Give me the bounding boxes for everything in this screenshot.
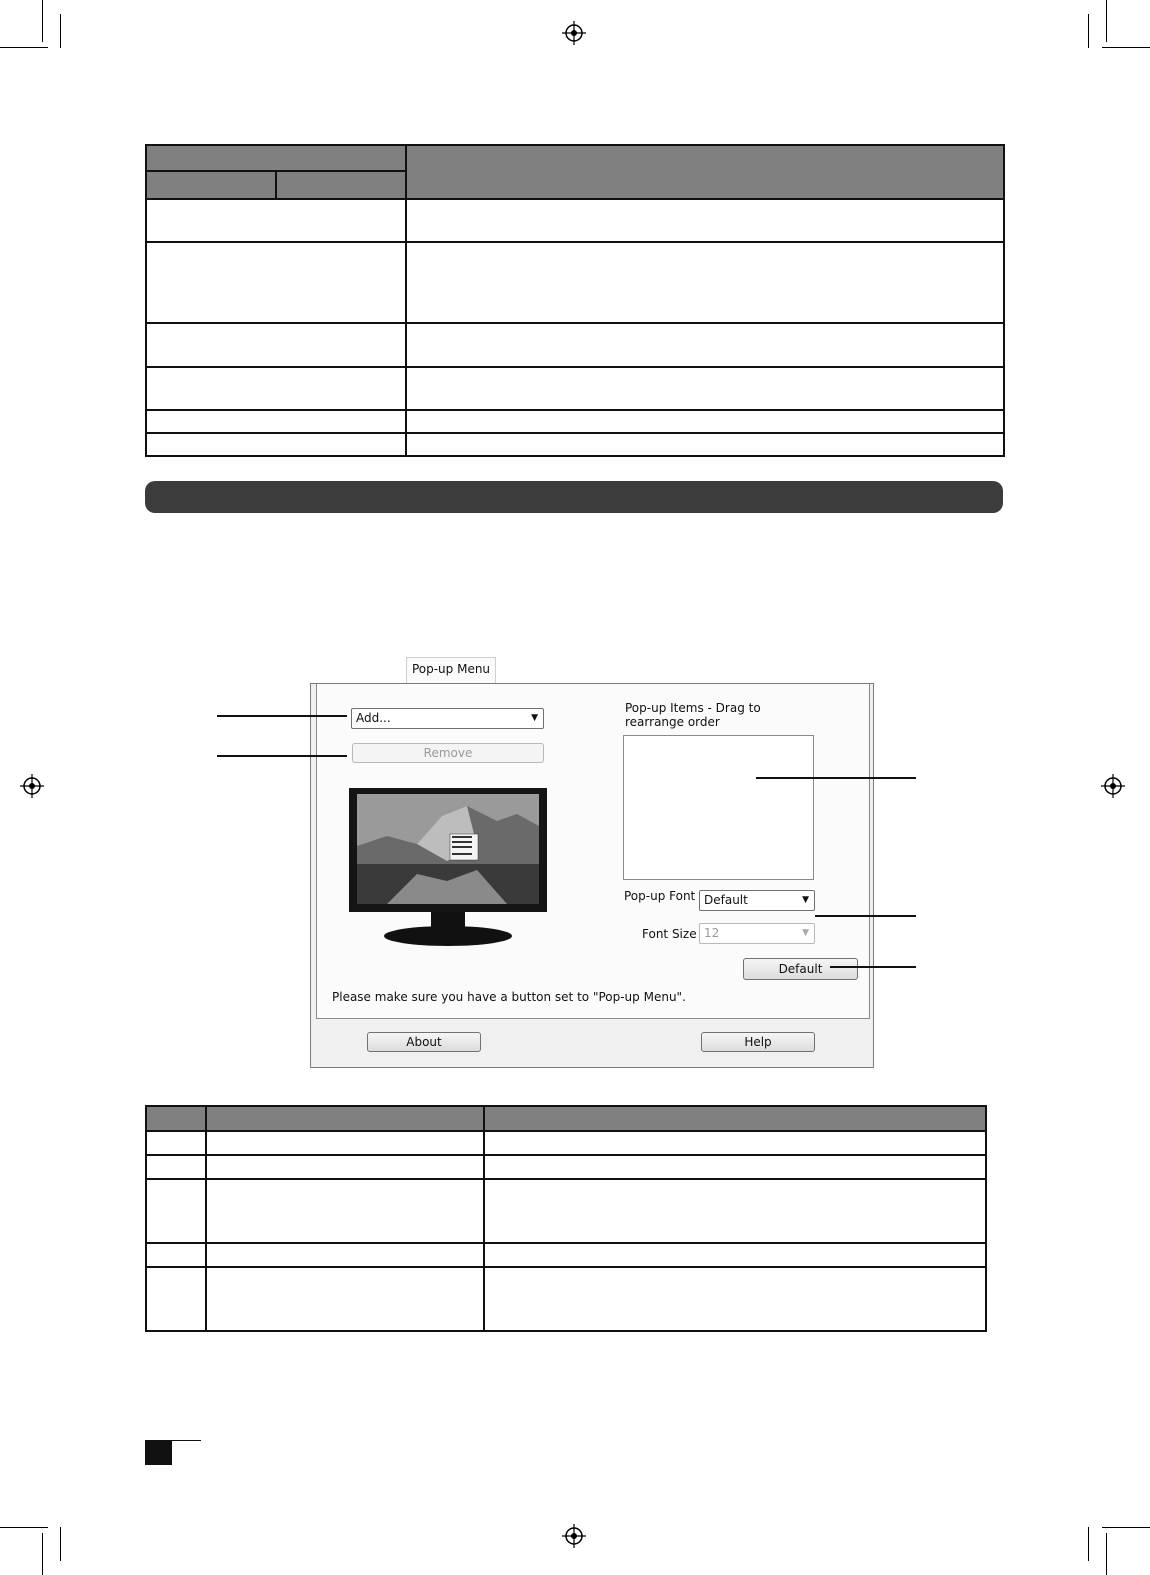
table-header-cell xyxy=(146,145,406,171)
callout-line xyxy=(217,715,347,717)
font-size-label: Font Size xyxy=(642,927,697,941)
table-row xyxy=(146,242,1004,323)
table-row xyxy=(146,1267,986,1331)
crop-mark xyxy=(42,0,43,42)
table-row xyxy=(146,199,1004,242)
crop-mark xyxy=(0,1527,48,1528)
table-row xyxy=(146,1179,986,1243)
popup-font-select[interactable]: Default ▼ xyxy=(699,890,815,911)
crop-mark xyxy=(1088,1527,1089,1561)
page-number-rule xyxy=(145,1440,201,1441)
table-row xyxy=(146,367,1004,410)
crop-mark xyxy=(1106,0,1107,42)
table-header-row xyxy=(146,1106,986,1131)
table-row xyxy=(146,1131,986,1155)
registration-mark-icon xyxy=(19,773,45,799)
monitor-preview-image xyxy=(347,786,549,948)
registration-mark-icon xyxy=(561,20,587,46)
callout-line xyxy=(815,915,916,917)
tab-panel xyxy=(316,684,870,1019)
table-row xyxy=(146,323,1004,367)
settings-table-bottom xyxy=(145,1105,987,1332)
table-header-cell xyxy=(146,171,276,199)
settings-table-top xyxy=(145,144,1005,457)
table-header-cell xyxy=(406,145,1004,199)
default-button[interactable]: Default xyxy=(743,958,858,980)
crop-mark xyxy=(60,14,61,48)
table-header-cell xyxy=(484,1106,986,1131)
registration-mark-icon xyxy=(1100,773,1126,799)
callout-line xyxy=(217,755,347,757)
popup-font-label: Pop-up Font xyxy=(624,889,696,903)
add-select-value: Add... xyxy=(356,711,391,725)
crop-mark xyxy=(1102,47,1150,48)
add-select[interactable] xyxy=(351,708,544,729)
table-header-cell xyxy=(146,1106,206,1131)
page-number-block xyxy=(145,1441,172,1465)
table-row xyxy=(146,1243,986,1267)
table-row xyxy=(146,1155,986,1179)
about-button[interactable]: About xyxy=(367,1032,481,1052)
popup-menu-dialog xyxy=(310,683,874,1068)
callout-line xyxy=(830,966,916,968)
font-size-select[interactable]: 12 ▼ xyxy=(699,923,815,944)
table-header-row xyxy=(146,145,1004,171)
chevron-down-icon: ▼ xyxy=(802,895,809,905)
table-row xyxy=(146,410,1004,433)
callout-line xyxy=(756,777,916,779)
help-button[interactable]: Help xyxy=(701,1032,815,1052)
section-heading-bar xyxy=(145,481,1003,513)
crop-mark xyxy=(60,1527,61,1561)
crop-mark xyxy=(0,47,48,48)
crop-mark xyxy=(1088,14,1089,48)
crop-mark xyxy=(1106,1533,1107,1575)
popup-items-label: Pop-up Items - Drag to rearrange order xyxy=(625,701,761,729)
table-header-cell xyxy=(276,171,406,199)
table-header-cell xyxy=(206,1106,484,1131)
notice-text: Please make sure you have a button set to "Pop-up Menu". xyxy=(332,990,686,1004)
crop-mark xyxy=(1102,1527,1150,1528)
remove-button[interactable]: Remove xyxy=(352,743,544,763)
chevron-down-icon: ▼ xyxy=(531,713,538,723)
crop-mark xyxy=(42,1533,43,1575)
chevron-down-icon: ▼ xyxy=(802,928,809,938)
tab-popup-menu[interactable]: Pop-up Menu xyxy=(406,657,496,685)
popup-items-list[interactable] xyxy=(623,735,814,880)
table-row xyxy=(146,433,1004,456)
registration-mark-icon xyxy=(561,1523,587,1549)
